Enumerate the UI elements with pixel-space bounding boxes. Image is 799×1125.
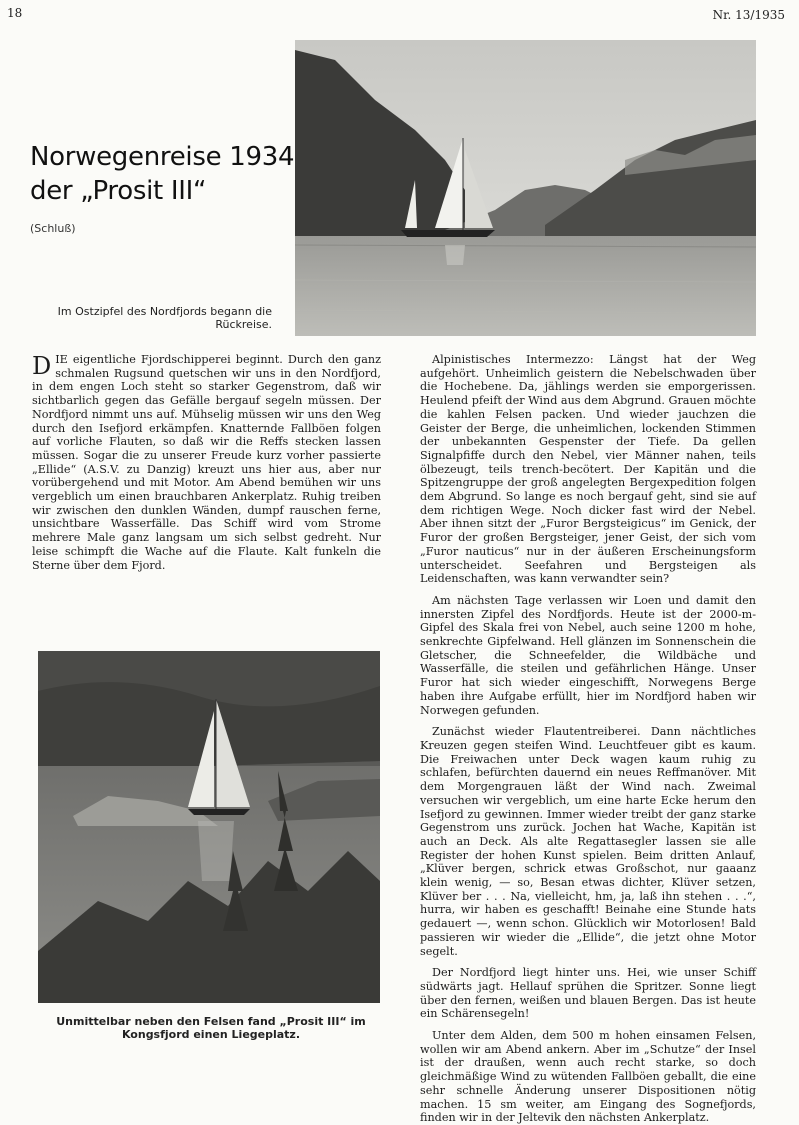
- right-text-column: [420, 353, 756, 1125]
- right-paragraph-5: Unter dem Alden, dem 500 m hohen einsamen Felsen, wollen wir am Abend ankern. Aber im „Schutze“ der Insel ist der draußen, wenn auch recht starke, so doch gleichmäßige Wind zu wütenden Fallböen geballt, die eine sehr schnelle Änderung unserer Dispositionen nötig machen. 15 sm weiter, am Eingang des Sognefjords, finden wir in der Jeltevik den nächsten Ankerplatz.: [420, 1029, 756, 1125]
- title-line-2: der „Prosit III“: [30, 176, 207, 206]
- page-number: 18: [7, 6, 23, 20]
- fjord-sailing-photo: [295, 40, 756, 336]
- right-paragraph-3: Zunächst wieder Flautentreiberei. Dann nächtliches Kreuzen gegen steifen Wind. Leuchtfeuer gibt es kaum. Die Freiwachen unter Deck wagen kaum ruhig zu schlafen, befürchten dauernd ein neues Reffmanöver. Mit dem Morgengrauen läßt der Wind nach. Zweimal versuchen wir vergeblich, um eine harte Ecke herum den Isefjord zu gewinnen. Immer wieder treibt der ganz starke Gegenstrom uns zurück. Jochen hat Wache, Kapitän ist auch an Deck. Als alte Regattasegler lassen sie alle Register der hohen Kunst spielen. Beim dritten Anlauf, „Klüver bergen, schrick etwas Großschot, nur gaaanz klein wenig, — so, Besan etwas dichter, Klüver setzen, Klüver ber . . . Na, vielleicht, hm, ja, laß ihn stehen . . .“, hurra, wir haben es geschafft! Beinahe eine Stunde hats gedauert —, wenn schon. Glücklich wir Motorlosen! Bald passieren wir wieder die „Ellide“, die jetzt ohne Motor segelt.: [420, 725, 756, 958]
- left-text-column: [32, 353, 381, 572]
- left-paragraph-1: [32, 353, 381, 572]
- right-paragraph-4: Der Nordfjord liegt hinter uns. Hei, wie unser Schiff südwärts jagt. Hellauf sprühen die Spritzer. Sonne liegt über den fernen, weißen und blauen Bergen. Das ist heute ein Schärensegeln!: [420, 966, 756, 1021]
- right-paragraph-2: Am nächsten Tage verlassen wir Loen und damit den innersten Zipfel des Nordfjords. Heute ist der 2000-m-Gipfel des Skala frei von Nebel, auch seine 1200 m hohe, senkrechte Gipfelwand. Hell glänzen im Sonnenschein die Gletscher, die Schneefelder, die Wildbäche und Wasserfälle, die steilen und gefährlichen Hänge. Unser Furor hat sich wieder eingeschifft, Norwegens Berge haben ihre Aufgabe erfüllt, hier im Nordfjord haben wir Norwegen gefunden.: [420, 593, 756, 717]
- article-title: [30, 140, 295, 208]
- article-subtitle: (Schluß): [30, 222, 76, 235]
- photo-caption-top: Im Ostzipfel des Nordfjords begann die Rückreise.: [57, 305, 272, 331]
- issue-number: Nr. 13/1935: [712, 8, 785, 22]
- title-line-1: Norwegenreise 1934: [30, 142, 295, 172]
- kongsfjord-anchorage-photo: [38, 651, 380, 1003]
- drop-cap: D: [32, 352, 52, 380]
- left-paragraph-1-text: IE eigentliche Fjordschipperei beginnt. Durch den ganz schmalen Rugsund quetschen wir uns in den Nordfjord, in dem engen Loch steht so starker Gegenstrom, daß wir sichtbarlich gegen das Gefälle bergauf segeln müssen. Der Nordfjord nimmt uns auf. Mühselig müssen wir uns den Weg durch den Isefjord erkämpfen. Knatternde Fallböen folgen auf vorliche Flauten, so daß wir die Reffs stecken lassen müssen. Sogar die zu unserer Freude kurz vorher passierte „Ellide“ (A.S.V. zu Danzig) kreuzt uns hier aus, aber nur vorübergehend und mit Motor. Am Abend bemühen wir uns vergeblich um einen brauchbaren Ankerplatz. Ruhig treiben wir zwischen den dunklen Wänden, dumpf rauschen ferne, unsichtbare Wasserfälle. Das Schiff wird vom Strome mehrere Male ganz langsam um sich selbst gedreht. Nur leise schimpft die Wache auf die Flaute. Kalt funkeln die Sterne über dem Fjord.: [32, 353, 381, 572]
- right-paragraph-1: Alpinistisches Intermezzo: Längst hat der Weg aufgehört. Unheimlich geistern die Nebelschwaden über die Hochebene. Da, jählings werden sie emporgerissen. Heulend pfeift der Wind aus dem Abgrund. Grauen möchte die kahlen Felsen packen. Und wieder jauchzen die Geister der Berge, die unheimlichen, lockenden Stimmen der unbekannten Gespenster der Tiefe. Da gellen Signalpfiffe durch den Nebel, vier Männer nahen, teils ölbezeugt, teils trench-becötert. Der Kapitän und die Spitzengruppe der groß angelegten Bergexpedition folgen dem Abgrund. So lange es noch bergauf geht, sind sie auf dem richtigen Wege. Noch dicker fast wird der Nebel. Aber ihnen sitzt der „Furor Bergsteigicus“ im Genick, der Furor der großen Bergsteiger, jener Geist, der sich vom „Furor nauticus“ nur in der äußeren Erscheinungsform unterscheidet. Seefahren und Bergsteigen als Leidenschaften, was kann verwandter sein?: [420, 353, 756, 586]
- photo-caption-bottom: Unmittelbar neben den Felsen fand „Prosit III“ im Kongsfjord einen Liegeplatz.: [56, 1015, 366, 1041]
